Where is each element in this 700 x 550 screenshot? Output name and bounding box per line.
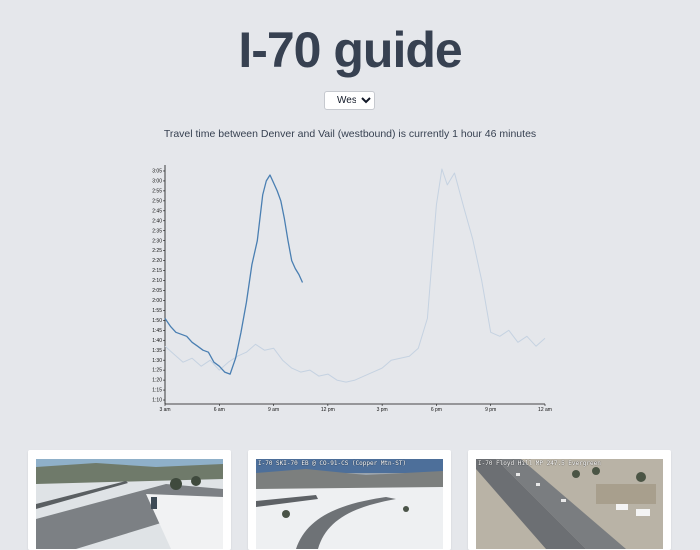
y-tick-label: 3:05	[152, 168, 162, 175]
page-title: I-70 guide	[238, 22, 462, 78]
y-tick-label: 2:30	[152, 238, 162, 245]
y-tick-label: 2:35	[152, 228, 162, 235]
y-tick-label: 2:25	[152, 248, 162, 255]
y-tick-label: 2:45	[152, 208, 162, 215]
y-tick-label: 2:50	[152, 198, 162, 205]
y-tick-label: 2:40	[152, 218, 162, 225]
x-tick-label: 3 pm	[376, 407, 388, 413]
chart-axes	[152, 165, 552, 413]
x-tick-label: 12 am	[538, 407, 552, 413]
x-tick-label: 9 pm	[485, 407, 497, 413]
chart-series	[165, 169, 545, 382]
x-tick-label: 12 pm	[320, 407, 335, 413]
y-tick-label: 1:40	[152, 337, 162, 344]
y-tick-label: 1:50	[152, 317, 162, 324]
x-tick-label: 6 pm	[430, 407, 442, 413]
x-tick-label: 9 am	[268, 407, 280, 413]
y-tick-label: 1:15	[152, 387, 162, 394]
y-tick-label: 2:55	[152, 188, 162, 195]
y-tick-label: 1:25	[152, 367, 162, 374]
series-line-today	[165, 175, 303, 374]
series-line-typical	[165, 169, 545, 382]
camera-caption-3: I-70 Floyd Hill MP 247.5 Evergreen	[478, 460, 601, 467]
y-tick-label: 1:35	[152, 347, 162, 354]
camera-image-3[interactable]	[476, 459, 663, 549]
camera-1-scene	[36, 459, 223, 549]
y-tick-label: 1:55	[152, 307, 162, 314]
camera-caption-2: I-70 SKI-70 EB @ CO-91-CS (Copper Mtn-ST)	[258, 460, 407, 467]
camera-image-2[interactable]	[256, 459, 443, 549]
y-tick-label: 3:00	[152, 178, 162, 185]
y-tick-label: 1:10	[152, 397, 162, 404]
camera-card-2[interactable]	[248, 450, 451, 550]
y-tick-label: 2:05	[152, 288, 162, 295]
travel-time-status: Travel time between Denver and Vail (westbound) is currently 1 hour 46 minutes	[163, 128, 537, 140]
x-tick-label: 6 am	[213, 407, 225, 413]
camera-3-scene	[476, 459, 663, 549]
y-tick-label: 2:10	[152, 278, 162, 285]
y-tick-label: 1:45	[152, 327, 162, 334]
x-tick-label: 3 am	[159, 407, 171, 413]
camera-image-1[interactable]	[36, 459, 223, 549]
y-tick-label: 1:30	[152, 357, 162, 364]
camera-card-1[interactable]	[28, 450, 231, 550]
camera-card-3[interactable]	[468, 450, 671, 550]
y-tick-label: 2:15	[152, 268, 162, 275]
camera-2-scene	[256, 459, 443, 549]
y-tick-label: 1:20	[152, 377, 162, 384]
y-tick-label: 2:20	[152, 258, 162, 265]
y-tick-label: 2:00	[152, 298, 162, 305]
